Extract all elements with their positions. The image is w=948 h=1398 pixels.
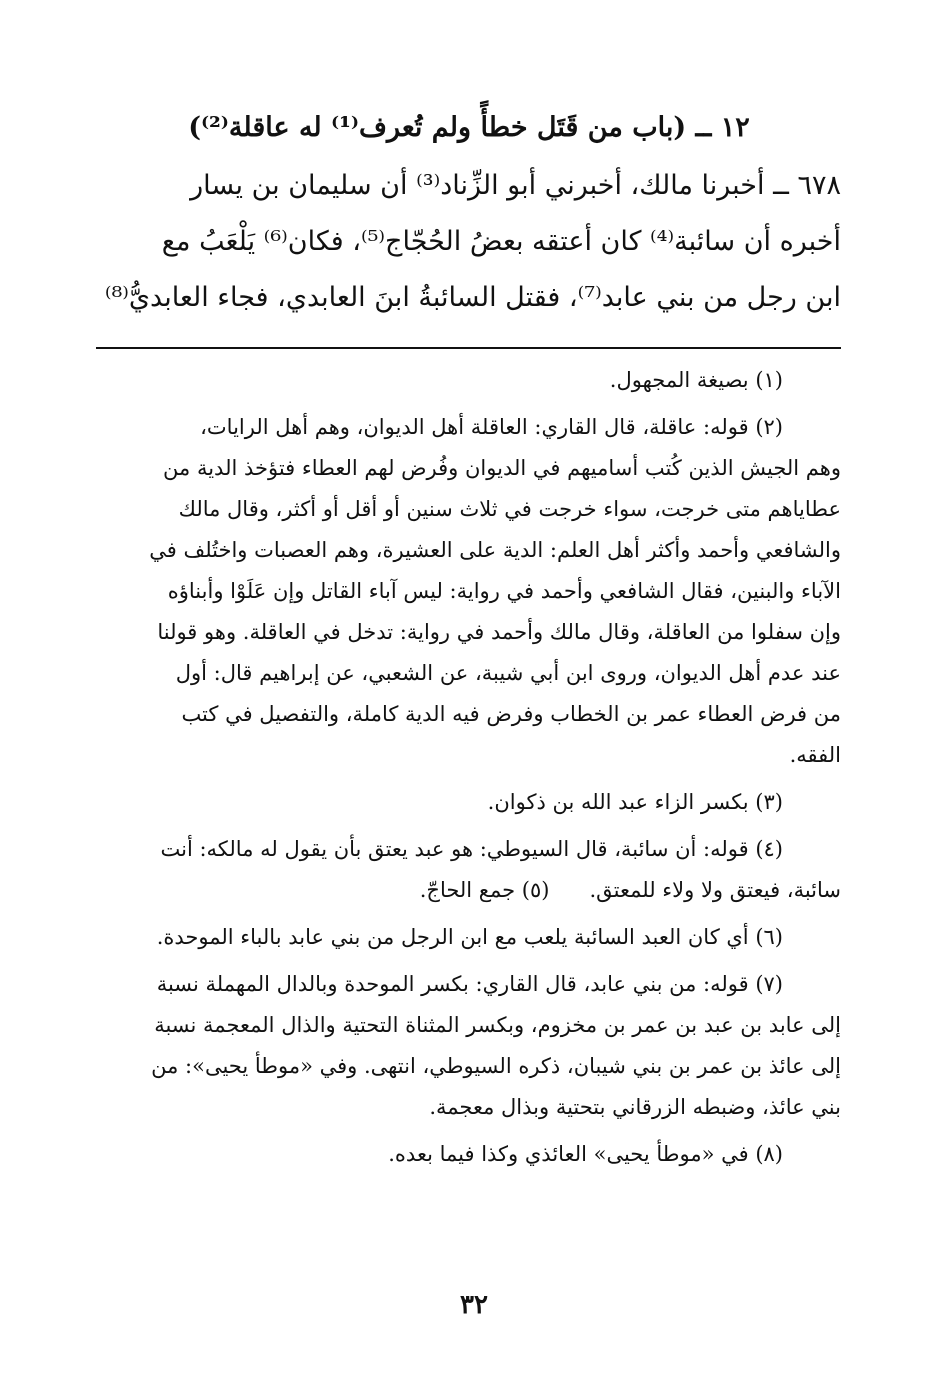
hadith-line: ابن رجل من بني عابد⁽⁷⁾، فقتل السائبةُ ابنَ العابدي، فجاء العابديُّ⁽⁸⁾: [104, 282, 841, 313]
footnote-3: (٣) بكسر الزاء عبد الله بن ذكوان.: [487, 790, 783, 814]
footnote-7: (٧) قوله: من بني عابد، قال القاري: بكسر الموحدة وبالدال المهملة نسبة إلى عابد بن عبد بن عمر بن مخزوم، وبكسر المثناة التحتية والذال المعجمة نسبة إلى عائذ بن عمر بن بني شيبان، ذكره السيوطي، انتهى. وفي «موطأ يحيى»: من بني عائذ، وضبطه الزرقاني بتحتية وبذال معجمة.: [151, 972, 841, 1119]
hadith-text: [95, 158, 841, 326]
footnote-5: (٥) جمع الحاجّ.: [419, 878, 550, 902]
footnote-4: (٤) قوله: أن سائبة، قال السيوطي: هو عبد يعتق بأن يقول له مالكه: أنت سائبة، فيعتق ولا ولاء للمعتق.(٥) جمع الحاجّ.: [160, 837, 841, 902]
footnote-1: (١) بصيغة المجهول.: [609, 368, 783, 392]
footnote-divider: [96, 347, 841, 349]
footnotes: [95, 360, 841, 1181]
footnote-4-cont: سائبة، فيعتق ولا ولاء للمعتق.: [589, 878, 841, 902]
footnote-8: (٨) في «موطأ يحيى» العائذي وكذا فيما بعده.: [388, 1142, 783, 1166]
chapter-heading: ١٢ ــ (باب من قَتَل خطأً ولم تُعرف⁽¹⁾ له عاقلة⁽²⁾): [188, 112, 750, 143]
hadith-line: ٦٧٨ ــ أخبرنا مالك، أخبرني أبو الزِّناد⁽³⁾ أن سليمان بن يسار: [190, 170, 841, 201]
hadith-line: أخبره أن سائبة⁽⁴⁾ كان أعتقه بعضُ الحُجّاج⁽⁵⁾، فكان⁽⁶⁾ يَلْعَبُ مع: [161, 226, 841, 257]
footnote-2: (٢) قوله: عاقلة، قال القاري: العاقلة أهل الديوان، وهم أهل الرايات، وهم الجيش الذين كُتب أساميهم في الديوان وفُرض لهم العطاء فتؤخذ الدية من عطاياهم متى خرجت، سواء خرجت في ثلاث سنين أو أقل أو أكثر، وقال مالك والشافعي وأحمد وأكثر أهل العلم: الدية على العشيرة، وهم العصبات واختُلف في الآباء والبنين، فقال الشافعي وأحمد في رواية: ليس آباء القاتل وإن عَلَوْا وأبناؤه وإن سفلوا من العاقلة، وقال مالك وأحمد في رواية: تدخل في العاقلة. وهو قولنا عند عدم أهل الديوان، وروى ابن أبي شيبة، عن الشعبي، عن إبراهيم قال: أول من فرض العطاء عمر بن الخطاب وفرض فيه الدية كاملة، والتفصيل في كتب الفقه.: [149, 415, 841, 767]
footnote-6: (٦) أي كان العبد السائبة يلعب مع ابن الرجل من بني عابد بالباء الموحدة.: [156, 925, 783, 949]
page-number: ٣٢: [460, 1290, 488, 1320]
